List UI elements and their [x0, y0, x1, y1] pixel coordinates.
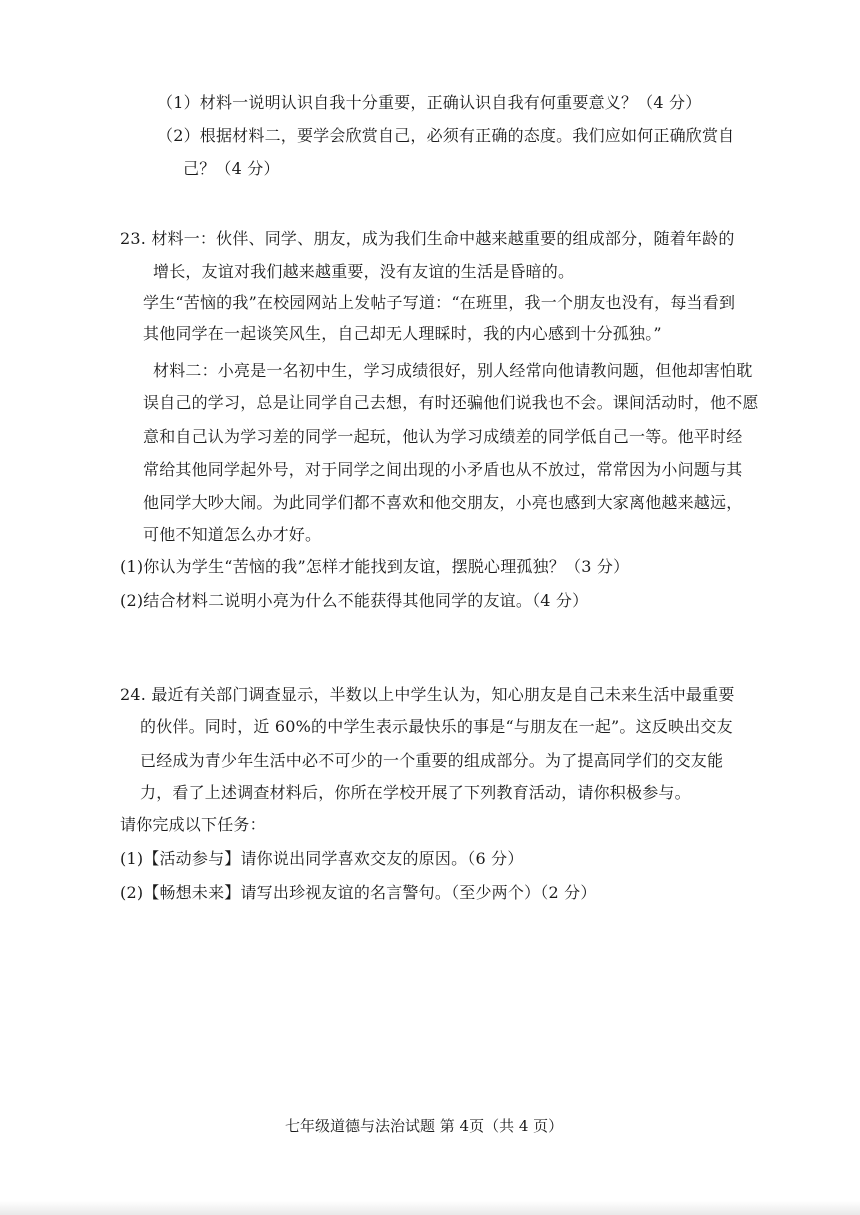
q23-material2-line2: 误自己的学习，总是让同学自己去想，有时还骗他们说我也不会。课间活动时，他不愿: [143, 393, 759, 412]
q22-sub2-line2: 己？（4 分）: [183, 159, 280, 178]
q24-sub2: (2)【畅想未来】请写出珍视友谊的名言警句。（至少两个）（2 分）: [120, 883, 597, 902]
q23-sub2: (2)结合材料二说明小亮为什么不能获得其他同学的友谊。（4 分）: [120, 591, 589, 610]
q23-material1-line1: 23. 材料一：伙伴、同学、朋友，成为我们生命中越来越重要的组成部分，随着年龄的: [120, 229, 735, 248]
q24-line4: 力，看了上述调查材料后，你所在学校开展了下列教育活动，请你积极参与。: [140, 783, 691, 802]
q24-line1: 24. 最近有关部门调查显示，半数以上中学生认为，知心朋友是自己未来生活中最重要: [120, 685, 735, 704]
q24-task-intro: 请你完成以下任务：: [120, 815, 266, 834]
q23-material1-line3: 学生“苦恼的我”在校园网站上发帖子写道：“在班里，我一个朋友也没有，每当看到: [143, 293, 736, 312]
q23-material1-line2: 增长，友谊对我们越来越重要，没有友谊的生活是昏暗的。: [153, 262, 575, 281]
q23-material2-line3: 意和自己认为学习差的同学一起玩，他认为学习成绩差的同学低自己一等。他平时经: [143, 427, 743, 446]
q24-line2: 的伙伴。同时，近 60%的中学生表示最快乐的事是“与朋友在一起”。这反映出交友: [140, 717, 733, 736]
page-footer: 七年级道德与法治试题 第 4页（共 4 页）: [285, 1117, 564, 1135]
scan-edge-shadow: [0, 1201, 860, 1215]
q23-material2-line4: 常给其他同学起外号，对于同学之间出现的小矛盾也从不放过，常常因为小问题与其: [143, 460, 743, 479]
q23-material1-line4: 其他同学在一起谈笑风生，自己却无人理睬时，我的内心感到十分孤独。”: [143, 324, 662, 343]
q23-material2-line5: 他同学大吵大闹。为此同学们都不喜欢和他交朋友，小亮也感到大家离他越来越远，: [143, 493, 743, 512]
q23-material2-line1: 材料二：小亮是一名初中生，学习成绩很好，别人经常向他请教问题，但他却害怕耽: [153, 361, 753, 380]
q22-sub2-line1: （2）根据材料二，要学会欣赏自己，必须有正确的态度。我们应如何正确欣赏自: [157, 126, 735, 145]
q23-sub1: (1)你认为学生“苦恼的我”怎样才能找到友谊，摆脱心理孤独？（3 分）: [120, 557, 630, 576]
q24-line3: 已经成为青少年生活中必不可少的一个重要的组成部分。为了提高同学们的交友能: [140, 751, 724, 770]
q24-sub1: (1)【活动参与】请你说出同学喜欢交友的原因。（6 分）: [120, 849, 524, 868]
q23-material2-line6: 可他不知道怎么办才好。: [143, 525, 322, 544]
q22-sub1: （1）材料一说明认识自我十分重要，正确认识自我有何重要意义？（4 分）: [157, 93, 702, 112]
